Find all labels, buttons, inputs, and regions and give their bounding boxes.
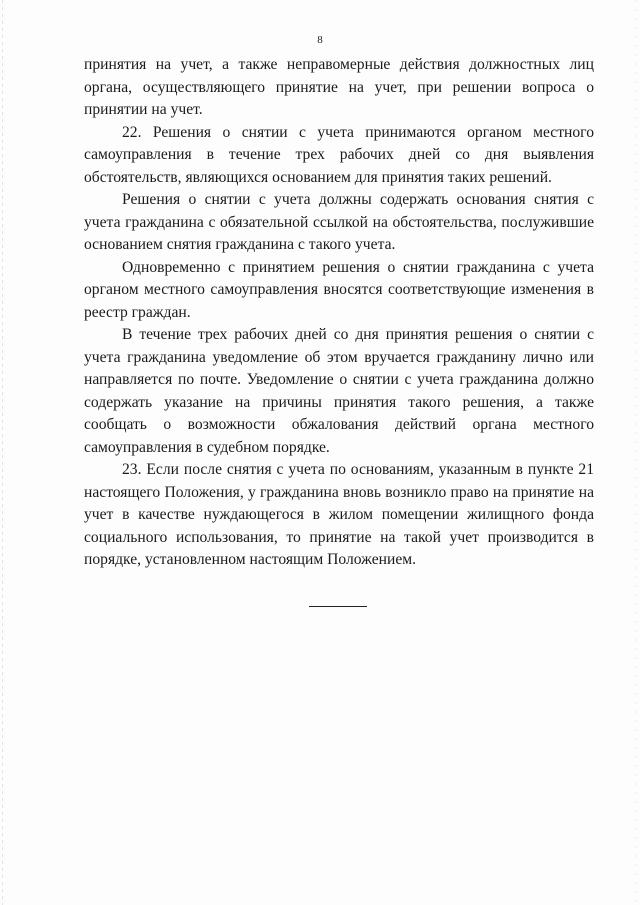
paragraph-22: 22. Решения о снятии с учета принимаются органом местного самоуправления в течение трех рабочих дней со дня выявления обстоятельств, являющихся основанием для принятия таких решений.	[84, 123, 594, 186]
paragraph-registry-changes: Одновременно с принятием решения о снятии гражданина с учета органом местного самоуправления вносятся соответствующие изменения в реестр граждан.	[84, 258, 594, 321]
page-number: 8	[317, 34, 323, 46]
paragraph-23: 23. Если после снятия с учета по основаниям, указанным в пункте 21 настоящего Положения, у гражданина вновь возникло право на принятие на учет в качестве нуждающегося в жилом помещении жилищного фонда социального использования, то принятие на такой учет производится в порядке, установленном настоящим Положением.	[84, 461, 594, 568]
document-body	[84, 54, 594, 572]
paragraph-continuation: принятия на учет, а также неправомерные действия должностных лиц органа, осуществляющего принятие на учет, при решении вопроса о принятии на учет.	[84, 56, 594, 118]
end-divider	[309, 606, 367, 607]
scan-edge-left	[2, 0, 3, 905]
paragraph-notification: В течение трех рабочих дней со дня принятия решения о снятии с учета гражданина уведомление об этом вручается гражданину лично или направляется по почте. Уведомление о снятии с учета гражданина должно содержать указание на причины принятия такого решения, а также сообщать о возможности обжалования действий органа местного самоуправления в судебном порядке.	[84, 326, 594, 456]
paragraph-removal-grounds: Решения о снятии с учета должны содержать основания снятия с учета гражданина с обязательной ссылкой на обстоятельства, послужившие основанием снятия гражданина с такого учета.	[84, 191, 594, 253]
scan-edge-right	[636, 0, 637, 905]
